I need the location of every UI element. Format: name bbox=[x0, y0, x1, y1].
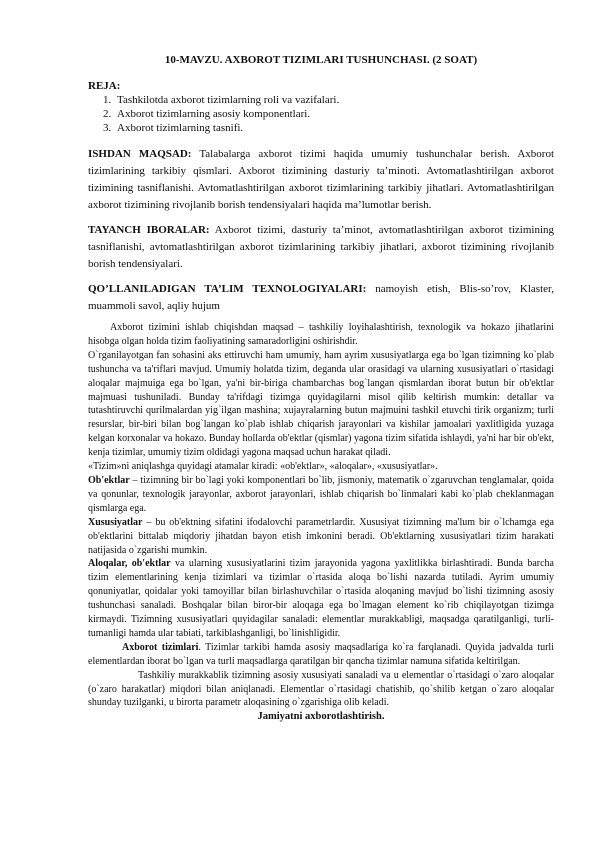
technologies-text: namoyish etish, Blis-so’rov, Klaster, muammoli savol, aqliy hujum bbox=[88, 283, 554, 312]
goal-text: Talabalarga axborot tizimi haqida umumiy tushunchalar berish. Axborot tizimlarining tarkibiy qismlari. Axborot tizimining dasturiy ta’minoti. Avtomatlashtirilgan axborot tizimining tasniflanishi. Avtomatlashtirilgan axborot tizimlarining tarkibiy jihatlari. Avtomatlashtirilgan axborot tizimining rivojlanib borish tendensiyalari haqida ma’lumotlar berish. bbox=[88, 148, 555, 211]
properties-text: – bu ob'ektning sifatini ifodalovchi parametrlardir. Xususiyat tizimning ma'lum bir o`lchamga ega ob'ektlarini bittalab miqdoriy jihatdan bayon etish imkonini beradi. Ob'ektlarning xususiyatlari tizim harakati natijasida o`zgarishi mumkin. bbox=[88, 516, 554, 556]
body-paragraph: Tashkiliy murakkablik tizimning asosiy xususiyati sanaladi va u elementlar o`rtasidagi o`zaro aloqalar (o`zaro harakatlar) miqdori bilan aniqlanadi. Elementlar o`rtasidagi chatishib, qo`shilib ketgan o`zaro aloqalar shunday tuzilganki, u birorta parametr aloqasining o`zgarishiga olib keladi. bbox=[88, 669, 554, 709]
plan-item: 2. Axborot tizimlarning asosiy komponentlari. bbox=[114, 107, 554, 121]
plan-heading: REJA: bbox=[88, 80, 121, 92]
objects-text: – tizimning bir bo`lagi yoki komponentlari bo`lib, jismoniy, matematik o`zgaruvchan tenglamalar, qoida va qonunlar, texnologik jarayonlar, axborot jarayonlari, ishlab chiqarish bo`linmalari kabi ko`plab cheklanmagan qismlarga ega. bbox=[88, 474, 554, 514]
section-subheading: Jamiyatni axborotlashtirish. bbox=[257, 711, 385, 723]
info-systems-paragraph bbox=[88, 641, 554, 669]
links-text: va ularning xususiyatlarini tizim jarayonida yagona yaxlitlikka birlashtiradi. Bunda barcha tizim elementlarining kenja tizimlari va tizimlar o`rtasida aloqa bo`lishi nazarda tutiladi. Ayrim umumiy qonuniyatlar, qoidalar yoki tamoyillar bilan birlashuvchilar o`rtasida aloqaning mavjud bo`lishi tizimning asosiy tushunchasi sanaladi. Boshqalar bilan biror-bir aloqaga ega bo`lmagan element ko`rib chiqilayotgan tizimga kirmaydi. Tizimning xususiyatlari quyidagilar sanaladi: elementlar murakkabligi, maqsadga qaratilganligi, turli-tumanligi hamda ular tabiati, tarkiblashganligi, bo`linishligidir. bbox=[88, 558, 554, 639]
plan-item: 3. Axborot tizimlarning tasnifi. bbox=[114, 121, 554, 135]
plan-list bbox=[88, 93, 554, 135]
objects-term: Ob'ektlar bbox=[88, 474, 130, 486]
page-title: 10-MAVZU. AXBOROT TIZIMLARI TUSHUNCHASI. (2 SOAT) bbox=[164, 54, 478, 66]
links-term: Aloqalar, ob'ektlar bbox=[88, 558, 171, 570]
keywords-label: TAYANCH IBORALAR: bbox=[88, 224, 210, 236]
technologies-label: QO’LLANILADIGAN TA’LIM TEXNOLOGIYALARI: bbox=[88, 283, 367, 295]
links-paragraph bbox=[88, 557, 554, 640]
document-page bbox=[88, 52, 554, 722]
technologies-paragraph bbox=[88, 281, 554, 315]
body-paragraph: «Tizim»ni aniqlashga quyidagi atamalar kiradi: «ob'ektlar», «aloqalar», «xususiyatlar». bbox=[88, 461, 438, 473]
body-paragraph: Axborot tizimini ishlab chiqishdan maqsad – tashkiliy loyihalashtirish, texnologik va hokazo jihatlarini hisobga olgan holda tizim faoliyatining samaradorligini oshirishdir. bbox=[88, 322, 554, 347]
goal-paragraph bbox=[88, 146, 554, 214]
plan-item: 1. Tashkilotda axborot tizimlarning roli va vazifalari. bbox=[114, 93, 554, 107]
info-systems-term: Axborot tizimlari bbox=[122, 641, 199, 653]
keywords-paragraph bbox=[88, 222, 554, 273]
objects-paragraph bbox=[88, 474, 554, 516]
info-systems-text: . Tizimlar tarkibi hamda asosiy maqsadlariga ko`ra farqlanadi. Quyida jadvalda turli elementlardan iborat bo`lgan va turli maqsadlarga qaratilgan bir qancha tizimlar namuna sifatida keltirilgan. bbox=[88, 641, 554, 667]
body-paragraph: O`rganilayotgan fan sohasini aks ettiruvchi ham umumiy, ham ayrim xususiyatlarga ega bo`lgan tizimning ko`plab tushuncha va ta'riflari mavjud. Umumiy holatda tizim, deganda ular orasidagi va ularning xususiyatlari o`rtasidagi aloqalar majmuiga ega bo`lgan, ya'ni bir-biriga chambarchas bog`langan qismlardan iborat butun bir ob'ektlar majmuasi tushuniladi. Bunday ta'rifdagi tizimga quyidagilarni misol qilib keltirish mumkin: detallar va tutashtiruvchi qurilmalardan yig`ilgan mashina; xujayralarning butun majmuini tashkil etuvchi tirik organizm; turli resurslar, bir-biri bilan bog`langan ko`plab ishlab chiqarish jarayonlari va kishilar jamoalari yaxlitligida yuzaga kelgan korxonalar va hokazo. Bunday hollarda ob'ektlar (qismlar) yagona tizim sifatida ishlaydi, ya'ni har bir ob'ekt, kenja tizimlar, umumiy tizim oldidagi yagona maqsad uchun harakat qiladi. bbox=[88, 349, 554, 459]
goal-label: ISHDAN MAQSAD: bbox=[88, 148, 192, 160]
properties-paragraph bbox=[88, 516, 554, 558]
keywords-text: Axborot tizimi, dasturiy ta’minot, avtomatlashtirilgan axborot tizimining tasniflanishi, avtomatlashtirilgan axborot tizimlarining tarkibiy jihatlari, axborot tizimining rivojlanib borish tendensiyalari. bbox=[88, 224, 555, 270]
properties-term: Xususiyatlar bbox=[88, 516, 143, 528]
